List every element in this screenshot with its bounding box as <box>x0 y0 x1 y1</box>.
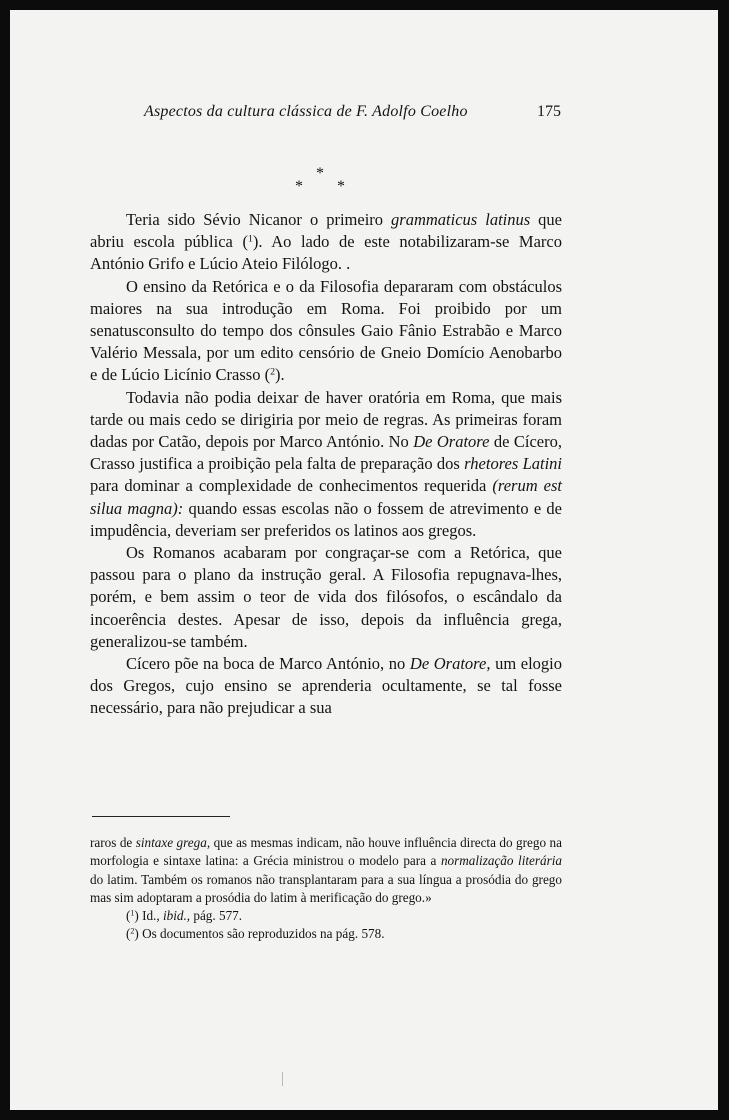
asterisk-right: * <box>337 178 345 195</box>
paragraph-5: Cícero põe na boca de Marco António, no De Oratore, um elogio dos Gregos, cujo ensino se aprenderia ocultamente, se tal fosse necessário, para não prejudicar a sua <box>90 654 563 718</box>
footnote-1: ($^1$) Id., ibid., pág. 577. <box>126 908 243 924</box>
body-text <box>90 209 562 720</box>
footnote-ref-2: 2 <box>270 366 276 378</box>
footnote-2: ($^2$) Os documentos são reproduzidos na pág. 578. <box>126 926 385 942</box>
paragraph-3: Todavia não podia deixar de haver oratória em Roma, que mais tarde ou mais cedo se dirigiria por meio de regras. As primeiras foram dadas por Catão, depois por Marco António. No De Oratore de Cícero, Crasso justifica a proibição pela falta de preparação dos rhetores Latini para dominar a complexidade de conhecimentos requerida (rerum est silua magna): quando essas escolas não o fossem de atrevimento e de impudência, deveriam ser preferidos os latinos aos gregos. <box>90 387 562 540</box>
footnote-ref-1: 1 <box>247 233 253 245</box>
paragraph-1: Teria sido Sévio Nicanor o primeiro grammaticus latinus que abriu escola pública ($^1$). Ao lado de este notabilizaram-se Marco António Grifo e Lúcio Ateio Filólogo. . <box>90 210 562 274</box>
page-number: 175 <box>537 103 561 120</box>
asterisk-left: * <box>295 178 303 195</box>
asterisk-top: * <box>316 165 324 182</box>
paragraph-4: Os Romanos acabaram por congraçar-se com a Retórica, que passou para o plano da instrução geral. A Filosofia repugnava-lhes, porém, e bem assim o teor de vida dos filósofos, o escândalo da incoerência destes. Apesar de isso, depois da influência grega, generalizou-se também. <box>90 543 562 651</box>
scan-mark <box>282 1072 283 1086</box>
footnotes <box>90 834 562 944</box>
running-head: Aspectos da cultura clássica de F. Adolfo Coelho <box>144 103 468 120</box>
page-header <box>10 103 718 123</box>
footnote-rule <box>92 816 230 817</box>
asterism-divider <box>285 165 355 201</box>
paragraph-2: O ensino da Retórica e o da Filosofia depararam com obstáculos maiores na sua introdução em Roma. Foi proibido por um senatusconsulto do tempo dos cônsules Gaio Fânio Estrabão e Marco Valério Messala, por um edito censório de Gneio Domício Aenobarbo e de Lúcio Licínio Crasso ($^2$). <box>90 276 562 385</box>
footnote-continuation: raros de sintaxe grega, que as mesmas indicam, não houve influência directa do grego na morfologia e sintaxe latina: a Grécia ministrou o modelo para a normalização literária do latim. Também os romanos não transplantaram para a sua língua a prosódia do grego mas sim adoptaram a prosódia do latim à merificação do grego.» <box>90 835 562 905</box>
book-page <box>10 10 718 1110</box>
